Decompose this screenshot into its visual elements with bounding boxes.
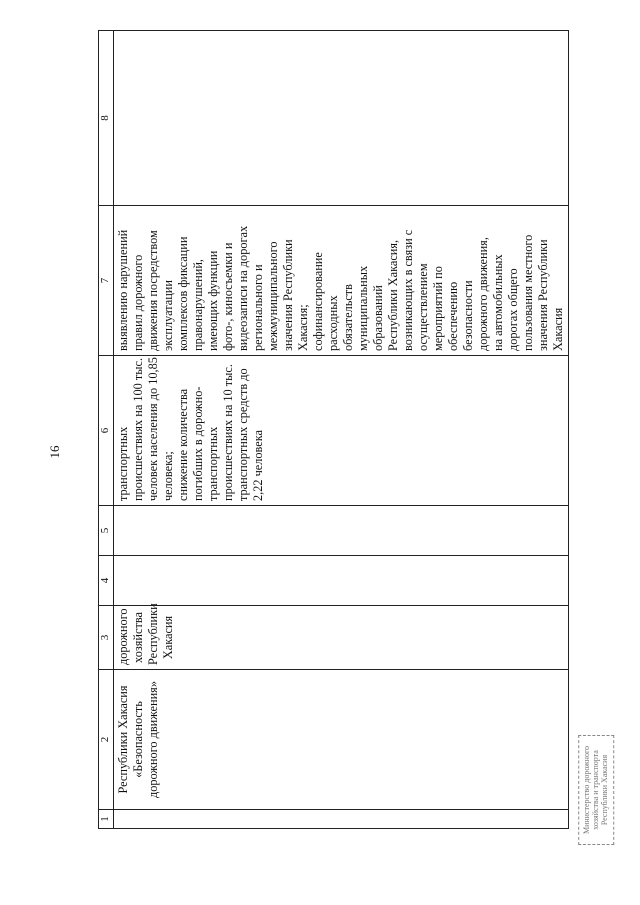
table-row xyxy=(114,31,569,829)
column-header-7: 7 xyxy=(99,206,114,356)
cell-program-name xyxy=(114,670,569,810)
cell-text-line: транспортных xyxy=(116,426,130,501)
cell-text-line: дорожного xyxy=(116,608,130,665)
cell-text-line: межмуниципального xyxy=(266,241,280,351)
page-number: 16 xyxy=(47,445,62,459)
registration-stamp xyxy=(578,735,614,845)
cell-text-line: Республики Хакасия xyxy=(116,685,130,794)
cell-text-line: обязательств xyxy=(341,284,355,351)
cell-text-line: человека; xyxy=(161,451,175,501)
cell-text-line: происшествиях на 100 тыс. xyxy=(131,357,145,501)
column-header-5: 5 xyxy=(99,506,114,556)
cell-text-line: расходных xyxy=(326,295,340,351)
cell-text-line: комплексов фиксации xyxy=(176,236,190,351)
cell-measures xyxy=(114,206,569,356)
column-header-2: 2 xyxy=(99,670,114,810)
rotated-table-container xyxy=(98,31,565,829)
column-header-3: 3 xyxy=(99,606,114,670)
cell-text-line: правонарушений, xyxy=(191,259,205,351)
cell-text-line: муниципальных xyxy=(356,265,370,351)
cell-col-4 xyxy=(114,556,569,606)
column-number-row xyxy=(99,31,114,829)
cell-text-line: Хакасия xyxy=(161,615,175,660)
cell-text-line: правил дорожного xyxy=(131,254,145,351)
cell-text-line: дорожного движения» xyxy=(146,681,160,798)
cell-text-line: хозяйства xyxy=(131,612,145,663)
cell-text-line: выявлению нарушений xyxy=(116,229,130,351)
cell-text-line: Хакасия xyxy=(551,307,565,351)
cell-text-line: снижение количества xyxy=(176,388,190,501)
stamp-line: Министерство дорожного xyxy=(582,745,592,835)
cell-text-line: осуществлением xyxy=(416,263,430,351)
cell-text-line: 2,22 человека xyxy=(251,430,265,501)
cell-text-line: безопасности xyxy=(461,280,475,351)
cell-text-line: на автомобильных xyxy=(491,254,505,351)
cell-text-line: транспортных средств до xyxy=(236,368,250,501)
column-header-6: 6 xyxy=(99,356,114,506)
cell-text-line: значения Республики xyxy=(281,239,295,351)
cell-text-line: Хакасия; xyxy=(296,304,310,351)
column-header-1: 1 xyxy=(99,810,114,829)
cell-indicators xyxy=(114,356,569,506)
cell-text-line: пользования местного xyxy=(521,234,535,351)
cell-executor xyxy=(114,603,569,670)
cell-text-line: погибших в дорожно- xyxy=(191,386,205,501)
cell-text-line: Республики xyxy=(146,603,160,665)
cell-text-line: регионального и xyxy=(251,264,265,351)
cell-text-line: «Безопасность xyxy=(131,701,145,778)
program-table xyxy=(98,30,569,829)
cell-text-line: мероприятий по xyxy=(431,266,445,351)
cell-text-line: обеспечению xyxy=(446,281,460,351)
cell-text-line: значения Республики xyxy=(536,239,550,351)
cell-text-line: фото-, киносъемки и xyxy=(221,242,235,351)
cell-text-line: Республики Хакасия, xyxy=(386,239,400,351)
cell-text-line: движения посредством xyxy=(146,230,160,351)
cell-col-8 xyxy=(114,31,569,206)
cell-number xyxy=(114,810,569,829)
cell-text-line: дорогах общего xyxy=(506,268,520,351)
cell-text-line: эксплуатации xyxy=(161,280,175,351)
cell-text-line: дорожного движения, xyxy=(476,237,490,351)
column-header-8: 8 xyxy=(99,31,114,206)
cell-text-line: человек населения до 10,85 xyxy=(146,357,160,501)
cell-text-line: происшествиях на 10 тыс. xyxy=(221,364,235,501)
stamp-line: Республики Хакасия xyxy=(600,754,610,826)
cell-text-line: видеозаписи на дорогах xyxy=(236,225,250,351)
cell-text-line: софинансирование xyxy=(311,252,325,351)
cell-text-line: образований xyxy=(371,285,385,351)
cell-col-5 xyxy=(114,506,569,556)
stamp-line: хозяйства и транспорта xyxy=(591,750,601,830)
cell-text-line: имеющих функции xyxy=(206,250,220,351)
cell-text-line: возникающих в связи с xyxy=(401,229,415,351)
cell-text-line: транспортных xyxy=(206,426,220,501)
column-header-4: 4 xyxy=(99,556,114,606)
